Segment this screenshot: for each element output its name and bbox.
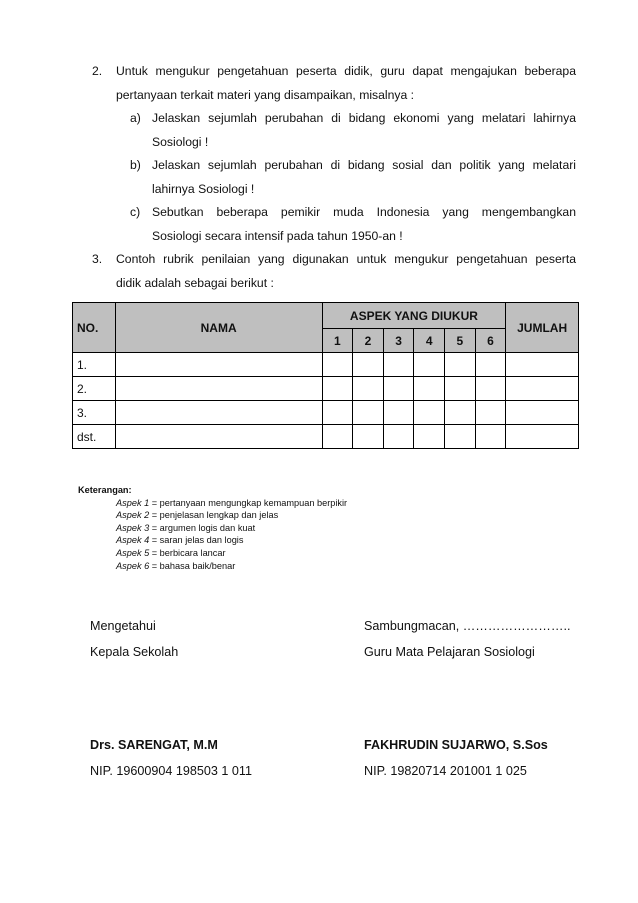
- list-number: 3.: [92, 252, 103, 266]
- list-text-line: didik adalah sebagai berikut :: [116, 275, 274, 290]
- aspek-label: Aspek 3: [116, 522, 150, 533]
- cell-nama: [115, 353, 322, 377]
- row-number: 1.: [73, 353, 116, 377]
- cell-aspek: [322, 425, 353, 449]
- header-nama: NAMA: [115, 303, 322, 353]
- cell-aspek: [475, 377, 506, 401]
- keterangan-item: [116, 497, 347, 510]
- cell-aspek: [383, 353, 414, 377]
- row-number: 3.: [73, 401, 116, 425]
- keterangan-item: [116, 509, 347, 522]
- row-number: dst.: [73, 425, 116, 449]
- header-aspek-number: 3: [383, 329, 414, 353]
- sub-item-b: [130, 154, 576, 201]
- header-aspek: ASPEK YANG DIUKUR: [322, 303, 506, 329]
- aspek-label: Aspek 4: [116, 535, 150, 546]
- row-number: 2.: [73, 377, 116, 401]
- cell-aspek: [414, 353, 445, 377]
- signature-right-line2: Guru Mata Pelajaran Sosiologi: [364, 645, 535, 659]
- header-aspek-number: 2: [353, 329, 384, 353]
- table-row: [73, 377, 579, 401]
- header-aspek-number: 4: [414, 329, 445, 353]
- cell-aspek: [383, 425, 414, 449]
- list-number: 2.: [92, 64, 103, 78]
- list-text-line: Contoh rubrik penilaian yang digunakan untuk mengukur pengetahuan peserta: [116, 252, 576, 266]
- cell-aspek: [445, 353, 476, 377]
- aspek-label: Aspek 2: [116, 510, 150, 521]
- sub-text-line: Jelaskan sejumlah perubahan di bidang ekonomi yang melatari lahirnya: [152, 111, 576, 125]
- cell-jumlah: [506, 401, 579, 425]
- header-jumlah: JUMLAH: [506, 303, 579, 353]
- cell-nama: [115, 425, 322, 449]
- cell-aspek: [353, 377, 384, 401]
- header-aspek-number: 6: [475, 329, 506, 353]
- keterangan-item: [116, 522, 347, 535]
- aspek-desc: = argumen logis dan kuat: [149, 522, 256, 533]
- cell-jumlah: [506, 425, 579, 449]
- sub-item-c: [130, 201, 576, 248]
- cell-aspek: [353, 353, 384, 377]
- rubric-table: [72, 302, 579, 449]
- list-item-2: [92, 60, 576, 107]
- signature-right-nip: NIP. 19820714 201001 1 025: [364, 764, 527, 778]
- cell-nama: [115, 401, 322, 425]
- cell-aspek: [445, 425, 476, 449]
- signature-left-nip: NIP. 19600904 198503 1 011: [90, 764, 253, 778]
- cell-aspek: [445, 401, 476, 425]
- cell-aspek: [353, 401, 384, 425]
- header-aspek-number: 5: [445, 329, 476, 353]
- cell-aspek: [414, 425, 445, 449]
- aspek-desc: = saran jelas dan logis: [149, 535, 244, 546]
- table-header-row: [73, 303, 579, 329]
- cell-aspek: [322, 377, 353, 401]
- keterangan-item: [116, 547, 347, 560]
- cell-aspek: [322, 353, 353, 377]
- signature-right-line1: Sambungmacan, ……………………..: [364, 619, 571, 633]
- table-row: [73, 425, 579, 449]
- list-text-line: Untuk mengukur pengetahuan peserta didik, guru dapat mengajukan beberapa: [116, 64, 576, 78]
- cell-aspek: [383, 401, 414, 425]
- list-text-line: pertanyaan terkait materi yang disampaikan, misalnya :: [116, 87, 415, 102]
- signature-left-name: Drs. SARENGAT, M.M: [90, 738, 218, 752]
- cell-aspek: [475, 425, 506, 449]
- table-row: [73, 353, 579, 377]
- sub-number: a): [130, 111, 141, 125]
- cell-aspek: [383, 377, 414, 401]
- cell-aspek: [445, 377, 476, 401]
- cell-aspek: [353, 425, 384, 449]
- header-no: NO.: [73, 303, 116, 353]
- aspek-label: Aspek 1: [116, 497, 150, 508]
- aspek-desc: = pertanyaan mengungkap kemampuan berpikir: [149, 497, 348, 508]
- signature-left-line1: Mengetahui: [90, 619, 156, 633]
- keterangan-section: [78, 484, 347, 572]
- aspek-label: Aspek 6: [116, 560, 150, 571]
- cell-aspek: [322, 401, 353, 425]
- sub-text-line: lahirnya Sosiologi !: [152, 181, 255, 196]
- cell-aspek: [475, 401, 506, 425]
- keterangan-list: [116, 497, 347, 573]
- sub-item-a: [130, 107, 576, 154]
- cell-aspek: [475, 353, 506, 377]
- header-aspek-number: 1: [322, 329, 353, 353]
- keterangan-title: Keterangan:: [78, 485, 132, 495]
- aspek-desc: = bahasa baik/benar: [149, 560, 236, 571]
- cell-jumlah: [506, 377, 579, 401]
- list-item-3: [92, 248, 576, 295]
- cell-aspek: [414, 401, 445, 425]
- sub-text-line: Sebutkan beberapa pemikir muda Indonesia yang mengembangkan: [152, 205, 576, 219]
- keterangan-item: [116, 534, 347, 547]
- sub-text-line: Sosiologi !: [152, 134, 209, 149]
- cell-nama: [115, 377, 322, 401]
- signature-left-line2: Kepala Sekolah: [90, 645, 179, 659]
- sub-number: b): [130, 158, 141, 172]
- cell-jumlah: [506, 353, 579, 377]
- sub-number: c): [130, 205, 141, 219]
- aspek-desc: = penjelasan lengkap dan jelas: [149, 510, 279, 521]
- sub-text-line: Jelaskan sejumlah perubahan di bidang sosial dan politik yang melatari: [152, 158, 576, 172]
- cell-aspek: [414, 377, 445, 401]
- aspek-label: Aspek 5: [116, 547, 150, 558]
- keterangan-item: [116, 560, 347, 573]
- signature-right-name: FAKHRUDIN SUJARWO, S.Sos: [364, 738, 548, 752]
- table-row: [73, 401, 579, 425]
- sub-text-line: Sosiologi secara intensif pada tahun 1950-an !: [152, 228, 403, 243]
- aspek-desc: = berbicara lancar: [149, 547, 226, 558]
